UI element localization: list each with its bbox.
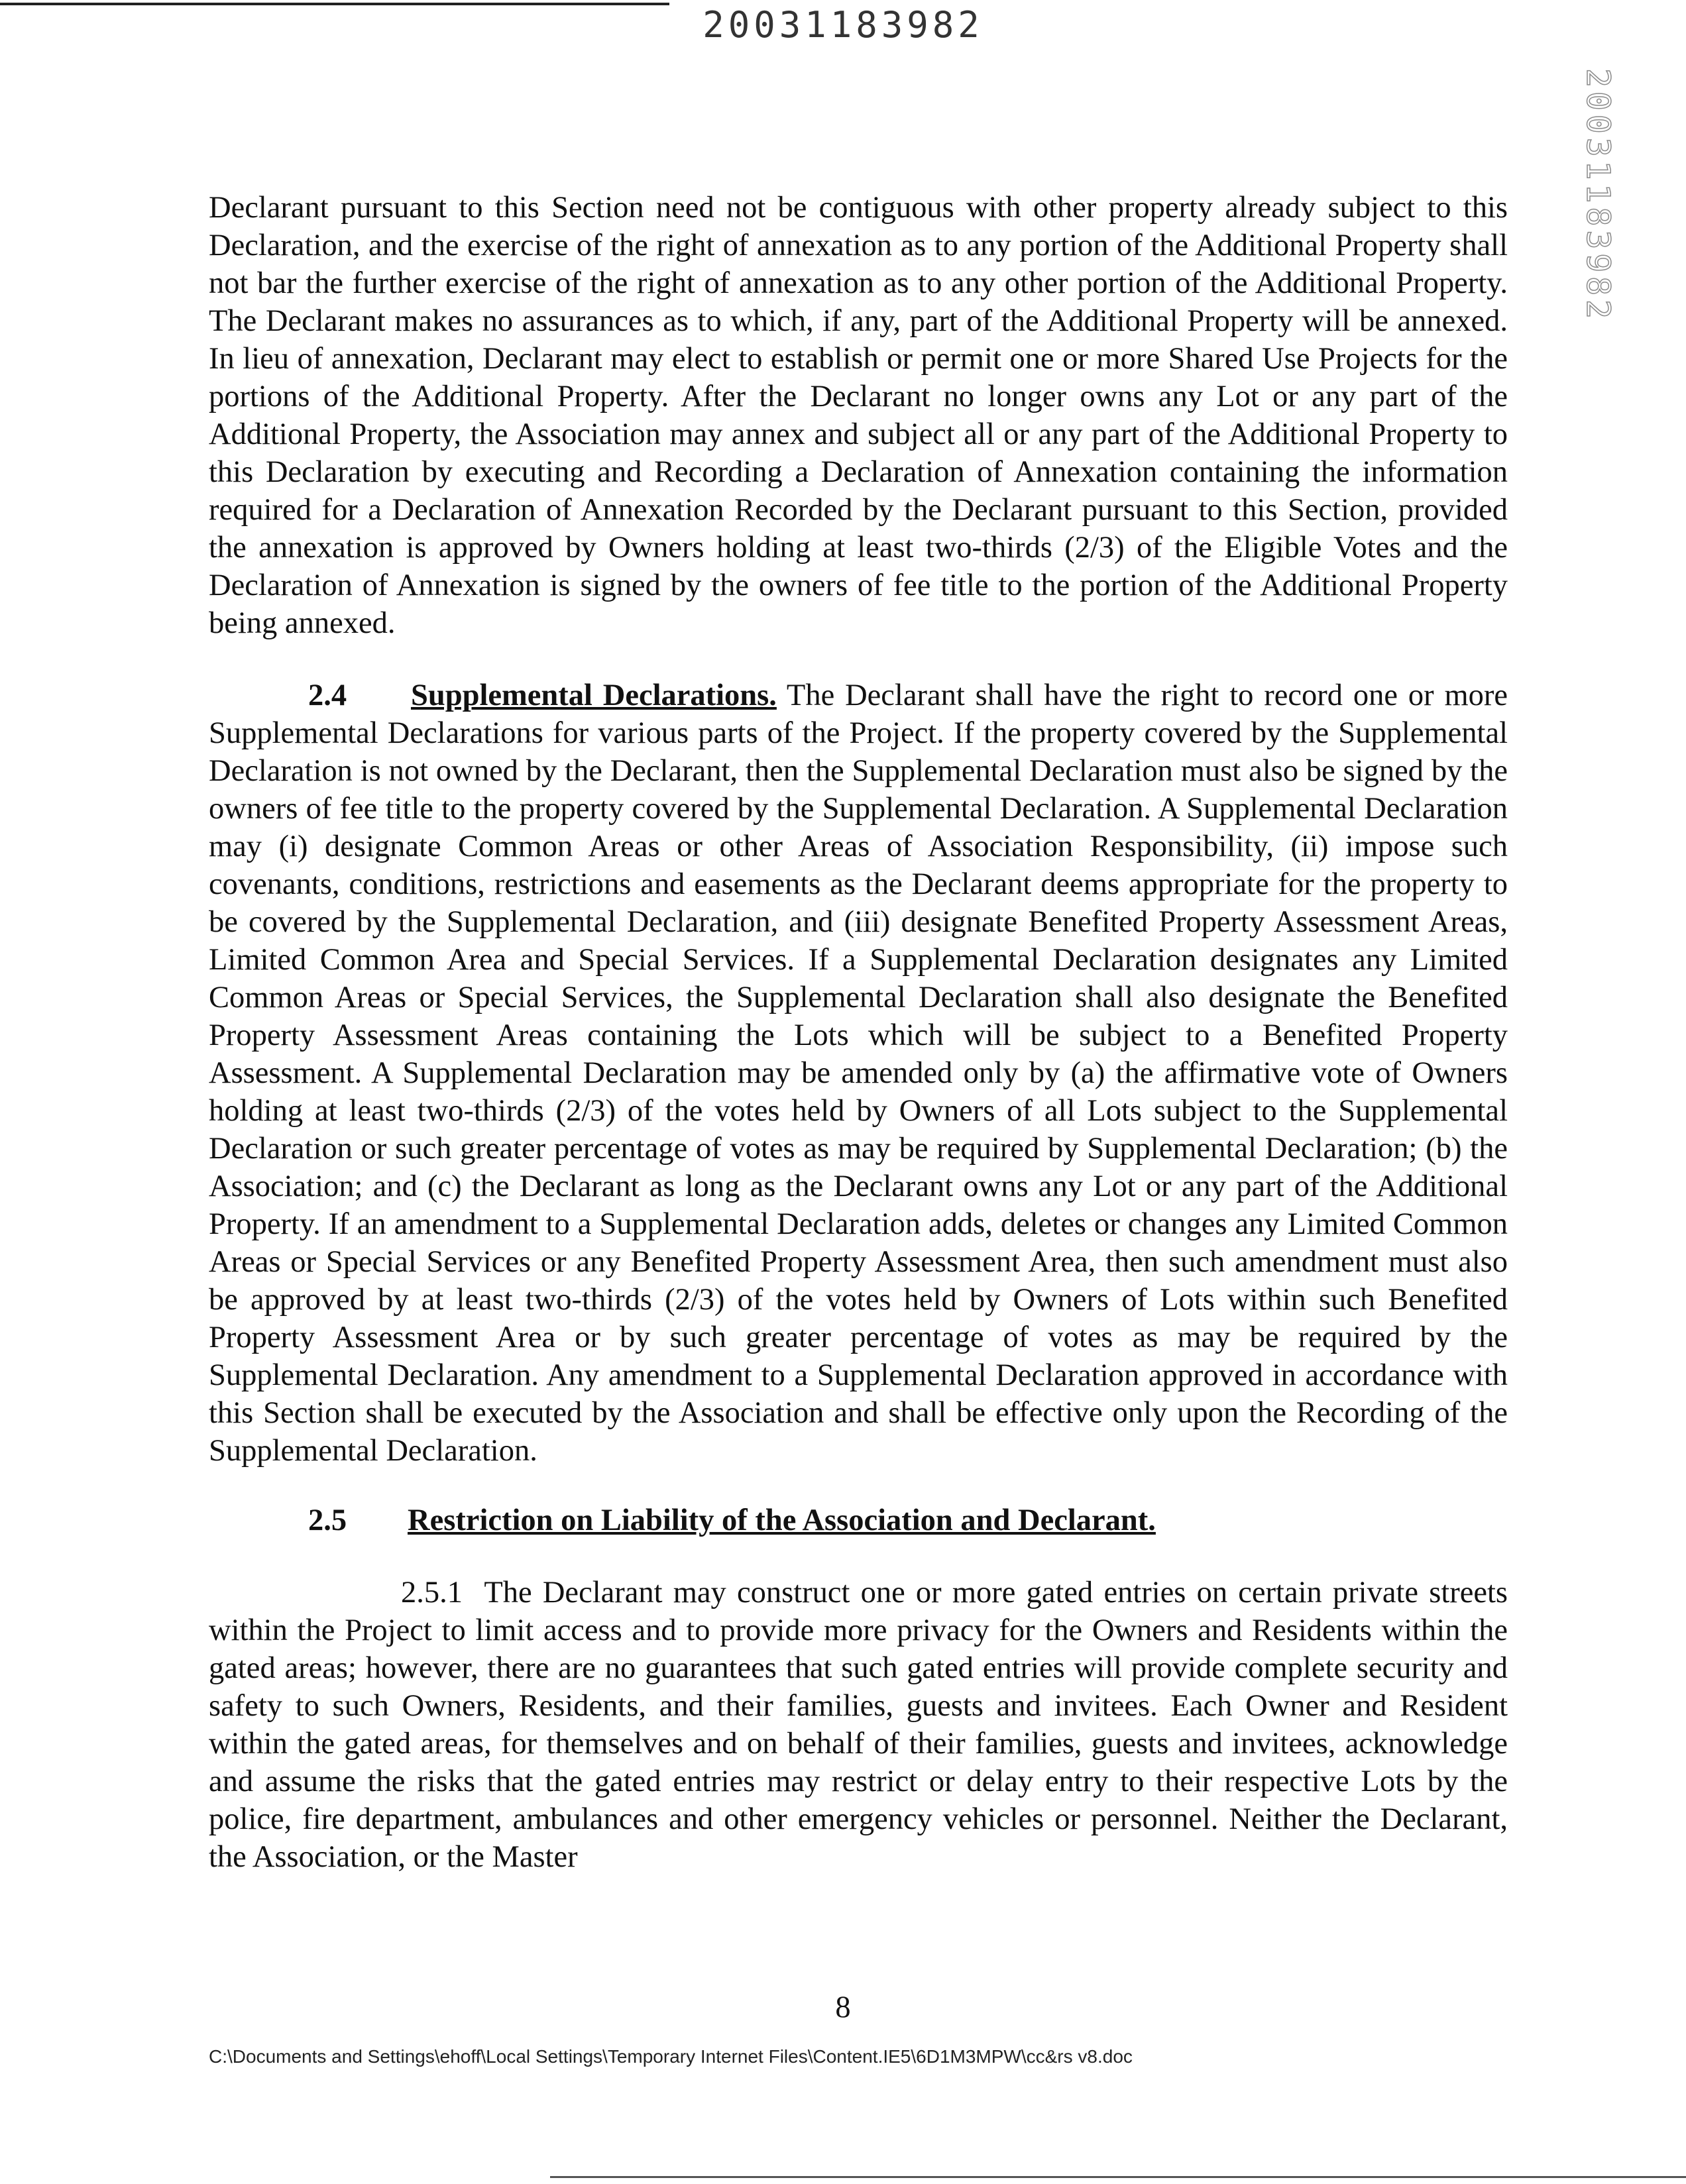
document-number: 20031183982	[702, 4, 984, 46]
section-2-5-number: 2.5	[308, 1503, 347, 1537]
section-2-5-1-number: 2.5.1	[401, 1576, 463, 1610]
scan-edge-bottom	[550, 2176, 1686, 2178]
section-2-4-number: 2.4	[308, 679, 347, 712]
page-body	[209, 189, 1508, 1876]
section-2-4-text: The Declarant shall have the right to record one or more Supplemental Declarations for various parts of the Project. If the property covered by the Supplemental Declaration is not owned by the Declarant, then the Supplemental Declaration must also be signed by the owners of fee title to the property covered by the Supplemental Declaration. A Supplemental Declaration may (i) designate Common Areas or other Areas of Association Responsibility, (ii) impose such covenants, conditions, restrictions and easements as the Declarant deems appropriate for the property to be covered by the Supplemental Declaration, and (iii) designate Benefited Property Assessment Areas, Limited Common Area and Special Services. If a Supplemental Declaration designates any Limited Common Areas or Special Services, the Supplemental Declaration shall also designate the Benefited Property Assessment Areas containing the Lots which will be subject to a Benefited Property Assessment. A Supplemental Declaration may be amended only by (a) the affirmative vote of Owners holding at least two-thirds (2/3) of the votes held by Owners of all Lots subject to the Supplemental Declaration or such greater percentage of votes as may be required by Supplemental Declaration; (b) the Association; and (c) the Declarant as long as the Declarant owns any Lot or any part of the Additional Property. If an amendment to a Supplemental Declaration adds, deletes or changes any Limited Common Areas or Special Services or any Benefited Property Assessment Area, then such amendment must also be approved by at least two-thirds (2/3) of the votes held by Owners of Lots within such Benefited Property Assessment Area or by such greater percentage of votes as may be required by the Supplemental Declaration. Any amendment to a Supplemental Declaration approved in accordance with this Section shall be executed by the Association and shall be effective only upon the Recording of the Supplemental Declaration.	[209, 679, 1508, 1468]
section-2-5-1-text: The Declarant may construct one or more gated entries on certain private streets within the Project to limit access and to provide more privacy for the Owners and Residents within the gated areas; however, there are no guarantees that such gated entries will provide complete security and safety to such Owners, Residents, and their families, guests and invitees. Each Owner and Resident within the gated areas, for themselves and on behalf of their families, guests and invitees, acknowledge and assume the risks that the gated entries may restrict or delay entry to their respective Lots by the police, fire department, ambulances and other emergency vehicles or personnel. Neither the Declarant, the Association, or the Master	[209, 1576, 1508, 1874]
paragraph-continued: Declarant pursuant to this Section need not be contiguous with other property already subject to this Declaration, and the exercise of the right of annexation as to any portion of the Additional Property shall not bar the further exercise of the right of annexation as to any other portion of the Additional Property. The Declarant makes no assurances as to which, if any, part of the Additional Property will be annexed. In lieu of annexation, Declarant may elect to establish or permit one or more Shared Use Projects for the portions of the Additional Property. After the Declarant no longer owns any Lot or any part of the Additional Property, the Association may annex and subject all or any part of the Additional Property to this Declaration by executing and Recording a Declaration of Annexation containing the information required for a Declaration of Annexation Recorded by the Declarant pursuant to this Section, provided the annexation is approved by Owners holding at least two-thirds (2/3) of the Eligible Votes and the Declaration of Annexation is signed by the owners of fee title to the portion of the Additional Property being annexed.	[209, 191, 1508, 640]
side-stamp-text: 20031183982	[1579, 68, 1617, 323]
section-2-5-heading	[209, 1502, 1508, 1539]
page-number: 8	[835, 1991, 851, 2024]
section-2-5-1-paragraph	[209, 1574, 1508, 1876]
side-stamp	[1575, 68, 1621, 323]
section-2-4-title: Supplemental Declarations.	[411, 679, 777, 712]
section-2-5-title: Restriction on Liability of the Association and Declarant.	[408, 1503, 1156, 1537]
footer-file-path: C:\Documents and Settings\ehoff\Local Settings\Temporary Internet Files\Content.IE5\6D1M3MPW\cc&rs v8.doc	[209, 2046, 1133, 2067]
section-2-4-paragraph	[209, 677, 1508, 1470]
